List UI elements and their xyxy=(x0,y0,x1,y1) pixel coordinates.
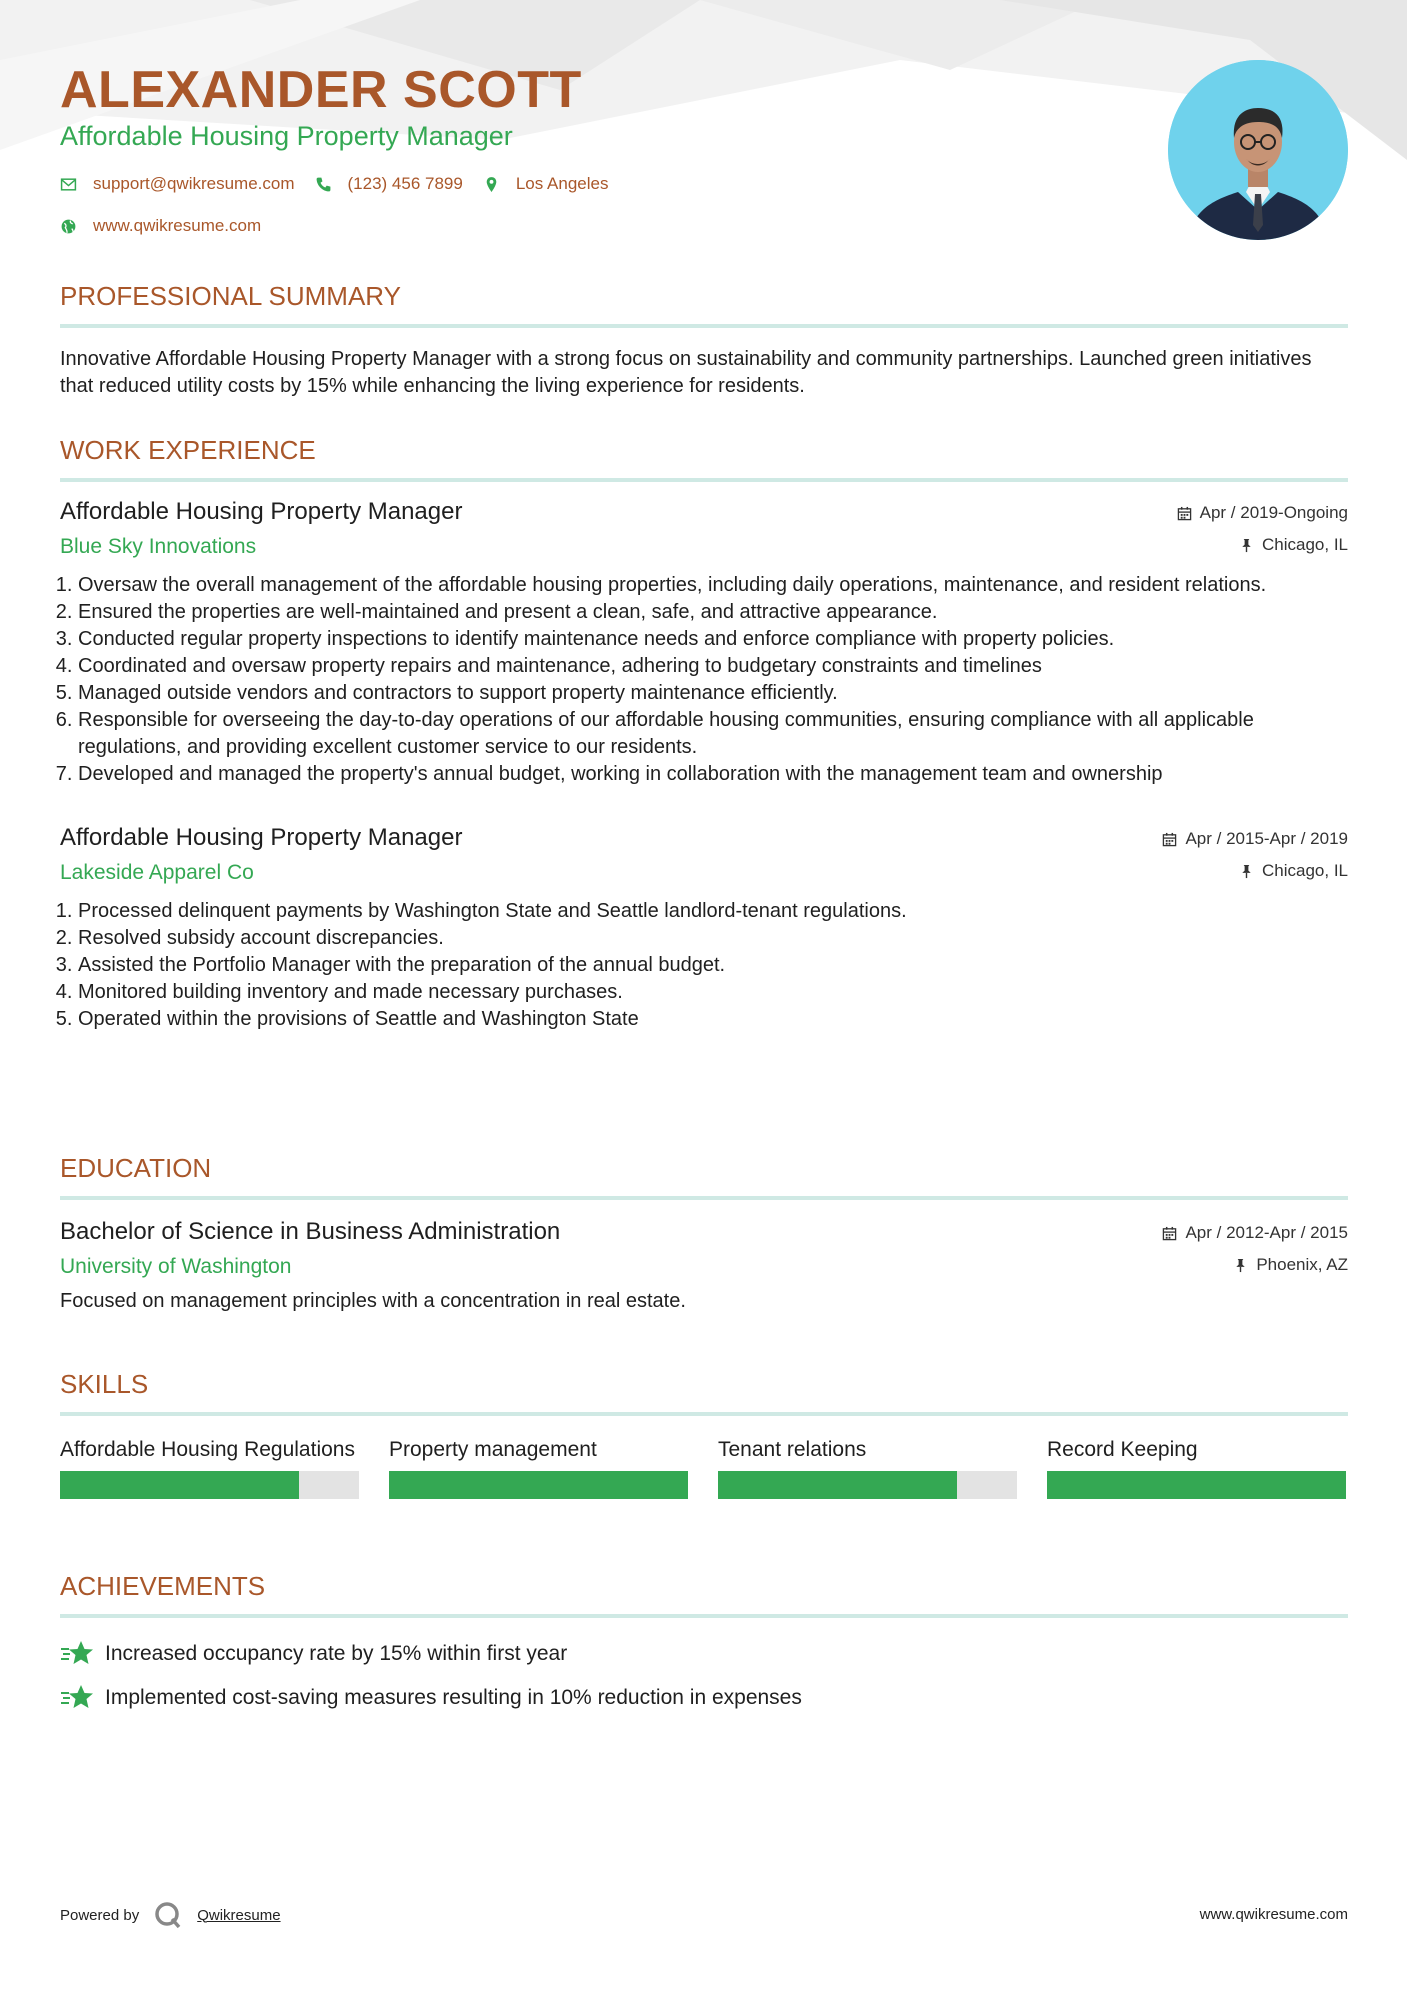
job-meta xyxy=(1162,826,1348,890)
section-title: SKILLS xyxy=(60,1369,149,1399)
job-company: Lakeside Apparel Co xyxy=(60,861,254,884)
list-item: 2. Ensured the properties are well-maintained and present a clean, safe, and attractive appearance. xyxy=(78,599,1348,626)
envelope-icon xyxy=(60,176,77,193)
section-divider xyxy=(60,1196,1348,1200)
list-item xyxy=(60,1632,1348,1676)
skill-bar-fill xyxy=(389,1471,688,1499)
calendar-icon xyxy=(1162,1226,1177,1241)
list-item xyxy=(60,1676,1348,1720)
pushpin-icon xyxy=(1233,1258,1248,1273)
education-description: Focused on management principles with a concentration in real estate. xyxy=(60,1290,686,1312)
job-company: Blue Sky Innovations xyxy=(60,535,257,558)
email-contact[interactable] xyxy=(60,174,295,194)
skill-bar-fill xyxy=(1047,1471,1346,1499)
skill-name: Property management xyxy=(389,1438,597,1461)
list-item: 2. Resolved subsidy account discrepancies. xyxy=(78,925,1348,952)
candidate-name: ALEXANDER SCOTT xyxy=(60,61,582,119)
section-title: WORK EXPERIENCE xyxy=(60,435,316,465)
globe-icon xyxy=(60,218,77,235)
education-section xyxy=(60,1150,1348,1315)
qwikresume-logo-icon xyxy=(153,1900,183,1930)
skill-item xyxy=(60,1436,359,1499)
list-item: 1. Oversaw the overall management of the affordable housing properties, including daily operations, maintenance, and resident relations. xyxy=(78,572,1348,599)
skill-item xyxy=(389,1436,688,1499)
job-title: Affordable Housing Property Manager xyxy=(60,498,463,525)
pushpin-icon xyxy=(1239,538,1254,553)
skill-bar-fill xyxy=(60,1471,299,1499)
candidate-role: Affordable Housing Property Manager xyxy=(60,121,513,151)
contact-info xyxy=(60,170,960,254)
profile-photo xyxy=(1168,60,1348,240)
work-section xyxy=(60,432,1348,1033)
pushpin-icon xyxy=(1239,864,1254,879)
phone-contact[interactable] xyxy=(315,174,463,194)
achievements-list xyxy=(60,1632,1348,1720)
website-contact[interactable] xyxy=(60,216,261,236)
phone-icon xyxy=(315,176,332,193)
job-title: Affordable Housing Property Manager xyxy=(60,824,463,851)
summary-text: Innovative Affordable Housing Property Manager with a strong focus on sustainability and community partnerships. Launched green initiatives that reduced utility costs by 15% while enhancing the living experience for residents. xyxy=(60,348,1312,397)
education-dates: Apr / 2012-Apr / 2015 xyxy=(1185,1223,1348,1242)
list-item: 4. Monitored building inventory and made necessary purchases. xyxy=(78,979,1348,1006)
list-item: 1. Processed delinquent payments by Washington State and Seattle landlord-tenant regulations. xyxy=(78,898,1348,925)
achievement-text: Increased occupancy rate by 15% within first year xyxy=(105,1642,568,1665)
skill-item xyxy=(1047,1436,1346,1499)
summary-section xyxy=(60,278,1348,400)
job-dates: Apr / 2019-Ongoing xyxy=(1199,503,1348,522)
degree-title: Bachelor of Science in Business Administration xyxy=(60,1218,561,1245)
job-location: Chicago, IL xyxy=(1262,861,1348,880)
skill-bar xyxy=(718,1471,1017,1499)
skill-bar xyxy=(1047,1471,1346,1499)
section-divider xyxy=(60,324,1348,328)
skill-bar xyxy=(60,1471,359,1499)
section-divider xyxy=(60,1412,1348,1416)
list-item: 5. Managed outside vendors and contractors to support property maintenance efficiently. xyxy=(78,680,1348,707)
skill-bar xyxy=(389,1471,688,1499)
skill-name: Record Keeping xyxy=(1047,1438,1198,1461)
job-dates: Apr / 2015-Apr / 2019 xyxy=(1185,829,1348,848)
person-portrait-icon xyxy=(1168,60,1348,240)
education-entry xyxy=(60,1216,1348,1315)
job-duties xyxy=(60,572,1348,788)
job-entry xyxy=(60,496,1348,788)
powered-by xyxy=(60,1900,281,1930)
footer-url[interactable]: www.qwikresume.com xyxy=(1199,1906,1348,1923)
list-item: 5. Operated within the provisions of Seattle and Washington State xyxy=(78,1006,1348,1033)
education-meta xyxy=(1162,1220,1348,1284)
list-item: 3. Assisted the Portfolio Manager with the preparation of the annual budget. xyxy=(78,952,1348,979)
job-location: Chicago, IL xyxy=(1262,535,1348,554)
list-item: 4. Coordinated and oversaw property repairs and maintenance, adhering to budgetary constraints and timelines xyxy=(78,653,1348,680)
skill-item xyxy=(718,1436,1017,1499)
map-pin-icon xyxy=(483,176,500,193)
skills-list xyxy=(60,1436,1348,1499)
job-meta xyxy=(1177,500,1348,564)
list-item: 3. Conducted regular property inspections to identify maintenance needs and enforce compliance with property policies. xyxy=(78,626,1348,653)
section-divider xyxy=(60,478,1348,482)
job-entry xyxy=(60,822,1348,1033)
education-location: Phoenix, AZ xyxy=(1256,1255,1348,1274)
location-text: Los Angeles xyxy=(515,174,609,193)
email-text: support@qwikresume.com xyxy=(93,174,295,193)
achievement-text: Implemented cost-saving measures resulting in 10% reduction in expenses xyxy=(105,1686,802,1709)
footer xyxy=(60,1900,1348,1930)
qwikresume-link[interactable]: Qwikresume xyxy=(197,1906,281,1924)
calendar-icon xyxy=(1177,506,1192,521)
calendar-icon xyxy=(1162,832,1177,847)
skill-bar-fill xyxy=(718,1471,957,1499)
powered-by-label: Powered by xyxy=(60,1906,140,1924)
skill-name: Tenant relations xyxy=(718,1438,867,1461)
star-icon xyxy=(60,1639,94,1669)
section-title: ACHIEVEMENTS xyxy=(60,1571,266,1601)
achievements-section xyxy=(60,1568,1348,1720)
location-contact xyxy=(483,174,609,194)
list-item: 6. Responsible for overseeing the day-to-day operations of our affordable housing communities, ensuring compliance with all applicable regulations, and providing excellent customer service to our residents. xyxy=(78,707,1348,761)
skills-section xyxy=(60,1366,1348,1499)
website-text: www.qwikresume.com xyxy=(93,216,262,235)
skill-name: Affordable Housing Regulations xyxy=(60,1438,355,1461)
section-title: PROFESSIONAL SUMMARY xyxy=(60,281,401,311)
phone-text: (123) 456 7899 xyxy=(347,174,463,193)
section-divider xyxy=(60,1614,1348,1618)
star-icon xyxy=(60,1683,94,1713)
job-duties xyxy=(60,898,1348,1033)
school-name: University of Washington xyxy=(60,1255,292,1278)
list-item: 7. Developed and managed the property's annual budget, working in collaboration with the management team and ownership xyxy=(78,761,1348,788)
section-title: EDUCATION xyxy=(60,1153,212,1183)
